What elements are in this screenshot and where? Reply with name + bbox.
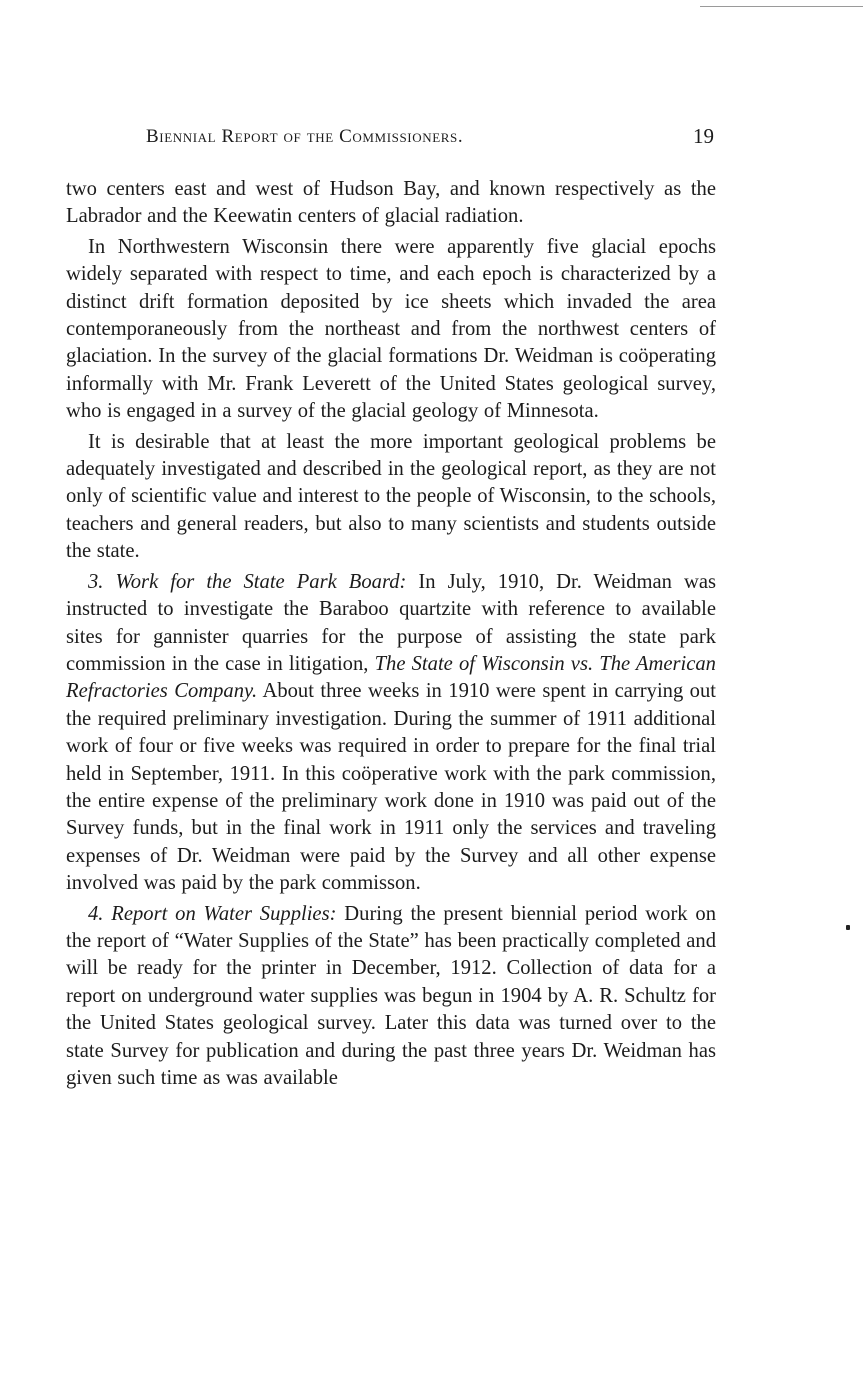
- paragraph-text: In July, 1910, Dr. Weidman was instructed to investigate the Baraboo quartzite with reference to available sites for gannister quarries for the purpose of assisting the state park commission in the case in litigation,: [66, 570, 716, 675]
- paragraph-continued: [66, 176, 716, 231]
- paragraph-glacial-epochs: [66, 234, 716, 426]
- section-state-park-board: [66, 569, 716, 898]
- paragraph-text: It is desirable that at least the more important geological problems be adequately investigated and described in the geological report, as they are not only of scientific value and interest to the people of Wisconsin, to the schools, teachers and general readers, but also to many scientists and students outside the state.: [66, 430, 716, 563]
- running-header: [66, 124, 716, 154]
- paragraph-geological-problems: [66, 429, 716, 566]
- margin-ink-speck: [846, 925, 850, 930]
- section-heading: Work for the State Park Board:: [115, 570, 407, 593]
- running-title: Biennial Report of the Commissioners.: [146, 126, 464, 147]
- paragraph-text: About three weeks in 1910 were spent in carrying out the required preliminary investigation. During the summer of 1911 additional work of four or five weeks was required in order to prepare for the final trial held in September, 1911. In this coöperative work with the park commission, the entire expense of the preliminary work done in 1910 was paid out of the Survey funds, but in the final work in 1911 only the services and traveling expenses of Dr. Weidman were paid by the Survey and all other expense involved was paid by the park commisson.: [66, 680, 716, 895]
- paragraph-text: two centers east and west of Hudson Bay, and known respectively as the Labrador and the Keewatin centers of glacial radiation.: [66, 178, 716, 228]
- case-title: The State of Wisconsin vs. The American Refractories Company.: [66, 652, 716, 703]
- top-edge-rule: [700, 6, 863, 7]
- page-number: 19: [693, 124, 714, 148]
- paragraph-text: In Northwestern Wisconsin there were apparently five glacial epochs widely separated with respect to time, and each epoch is characterized by a distinct drift formation deposited by ice sheets which invaded the area contemporaneously from the northeast and from the northwest centers of glaciation. In the survey of the glacial formations Dr. Weidman is coöperating informally with Mr. Frank Leverett of the United States geological survey, who is engaged in a survey of the glacial geology of Minnesota.: [66, 235, 716, 423]
- paragraph-text: During the present biennial period work on the report of “Water Supplies of the State” has been practically completed and will be ready for the printer in December, 1912. Collection of data for a report on underground water supplies was begun in 1904 by A. R. Schultz for the United States geological survey. Later this data was turned over to the state Survey for publication and during the past three years Dr. Weidman has given such time as was available: [66, 902, 717, 1089]
- section-water-supplies: [66, 901, 716, 1093]
- section-number: 3.: [88, 570, 104, 593]
- document-page: [66, 124, 716, 1095]
- section-heading: Report on Water Supplies:: [111, 902, 337, 925]
- section-number: 4.: [88, 902, 104, 925]
